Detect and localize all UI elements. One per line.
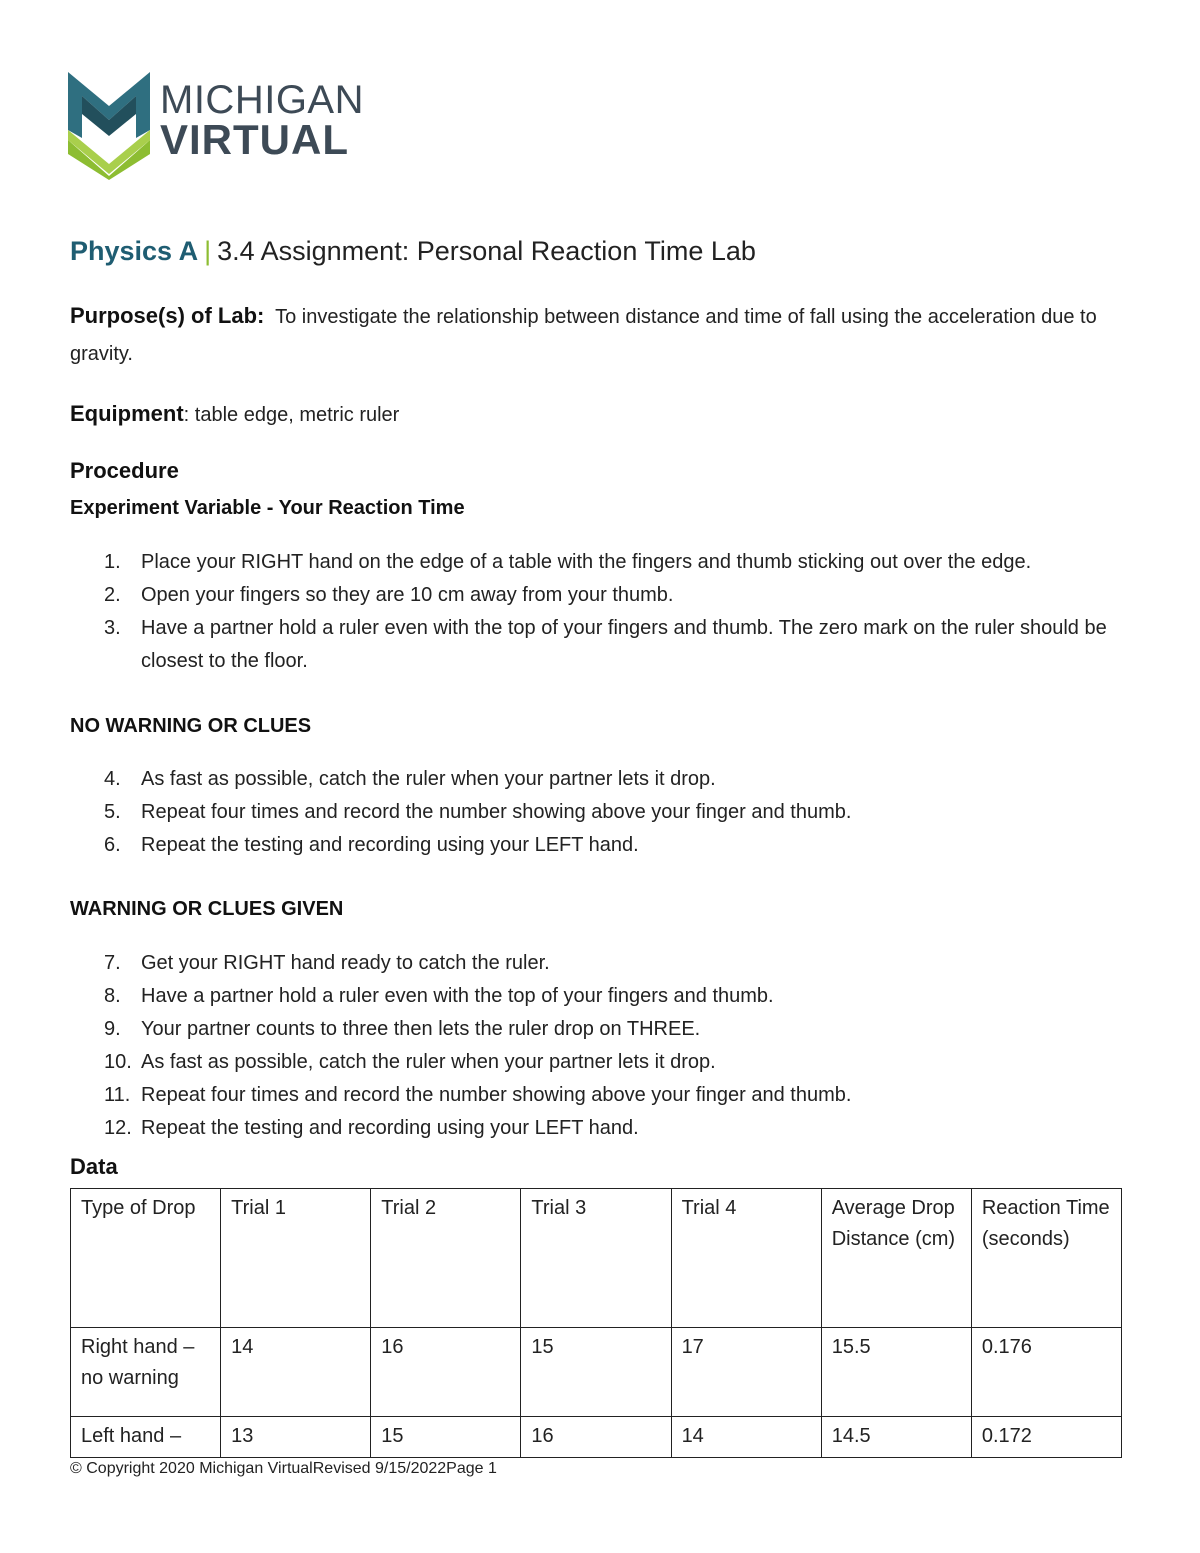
step-text: Have a partner hold a ruler even with the top of your fingers and thumb.: [141, 985, 774, 1007]
no-warning-steps-list: [70, 763, 1130, 862]
title-separator: |: [204, 236, 212, 266]
step-text: Repeat four times and record the number showing above your finger and thumb.: [141, 801, 852, 823]
table-cell: 15.5: [821, 1328, 971, 1417]
step-text: Your partner counts to three then lets the ruler drop on THREE.: [141, 1018, 701, 1040]
list-item: [70, 829, 1130, 862]
column-header: Trial 1: [221, 1189, 371, 1328]
purpose-text: To investigate the relationship between distance and time of fall using the acceleration due to gravity.: [70, 306, 1097, 365]
table-cell: 14: [671, 1417, 821, 1458]
table-row: [71, 1328, 1122, 1417]
column-header: Trial 2: [371, 1189, 521, 1328]
step-number: 9.: [104, 1018, 121, 1040]
table-cell: 14: [221, 1328, 371, 1417]
assignment-title: 3.4 Assignment: Personal Reaction Time Lab: [217, 236, 756, 266]
equipment-label: Equipment: [70, 401, 184, 426]
step-number: 7.: [104, 952, 121, 974]
course-name: Physics A: [70, 236, 199, 266]
table-row: [71, 1417, 1122, 1458]
table-cell: 13: [221, 1417, 371, 1458]
step-text: Have a partner hold a ruler even with the top of your fingers and thumb. The zero mark on the ruler should be closest to the floor.: [141, 617, 1107, 672]
warning-heading: WARNING OR CLUES GIVEN: [70, 898, 344, 920]
list-item: [70, 1046, 1130, 1079]
table-cell: 14.5: [821, 1417, 971, 1458]
list-item: [70, 1013, 1130, 1046]
step-text: As fast as possible, catch the ruler when your partner lets it drop.: [141, 1051, 716, 1073]
step-number: 5.: [104, 801, 121, 823]
footer-copyright: © Copyright 2020 Michigan VirtualRevised 9/15/2022Page 1: [70, 1460, 497, 1477]
list-item: [70, 546, 1130, 579]
step-number: 2.: [104, 584, 121, 606]
list-item: [70, 612, 1130, 678]
step-text: Repeat the testing and recording using your LEFT hand.: [141, 834, 639, 856]
data-heading: Data: [70, 1154, 118, 1179]
step-number: 10.: [104, 1051, 132, 1073]
procedure-heading: Procedure: [70, 458, 179, 483]
warning-steps-list: [70, 947, 1130, 1145]
purpose-label: Purpose(s) of Lab:: [70, 303, 265, 328]
step-number: 1.: [104, 551, 121, 573]
step-text: Get your RIGHT hand ready to catch the ruler.: [141, 952, 550, 974]
column-header: Trial 4: [671, 1189, 821, 1328]
purpose-paragraph: [70, 297, 1130, 373]
step-text: Repeat the testing and recording using your LEFT hand.: [141, 1117, 639, 1139]
logo-mark-icon: [68, 68, 150, 180]
step-text: Place your RIGHT hand on the edge of a table with the fingers and thumb sticking out over the edge.: [141, 551, 1032, 573]
column-header: Type of Drop: [71, 1189, 221, 1328]
procedure-steps-list: [70, 546, 1130, 678]
step-text: As fast as possible, catch the ruler when your partner lets it drop.: [141, 768, 716, 790]
no-warning-heading: NO WARNING OR CLUES: [70, 715, 312, 737]
logo-text-michigan: MICHIGAN: [160, 78, 364, 122]
table-cell: 17: [671, 1328, 821, 1417]
table-cell: 16: [371, 1328, 521, 1417]
column-header: Average Drop Distance (cm): [821, 1189, 971, 1328]
equipment-text: : table edge, metric ruler: [183, 404, 400, 426]
step-number: 6.: [104, 834, 121, 856]
data-table: [70, 1188, 1122, 1458]
list-item: [70, 796, 1130, 829]
step-number: 8.: [104, 985, 121, 1007]
step-number: 3.: [104, 617, 121, 639]
table-cell: 15: [521, 1328, 671, 1417]
table-cell: 0.176: [971, 1328, 1121, 1417]
list-item: [70, 980, 1130, 1013]
step-text: Open your fingers so they are 10 cm away from your thumb.: [141, 584, 674, 606]
table-cell: Right hand – no warning: [71, 1328, 221, 1417]
table-cell: 0.172: [971, 1417, 1121, 1458]
step-number: 11.: [104, 1084, 131, 1106]
table-cell: Left hand –: [71, 1417, 221, 1458]
step-number: 4.: [104, 768, 121, 790]
table-cell: 15: [371, 1417, 521, 1458]
logo-text-virtual: VIRTUAL: [160, 116, 349, 163]
list-item: [70, 947, 1130, 980]
list-item: [70, 579, 1130, 612]
column-header: Reaction Time (seconds): [971, 1189, 1121, 1328]
equipment-paragraph: [70, 395, 1130, 434]
table-header-row: [71, 1189, 1122, 1328]
experiment-variable-subheading: Experiment Variable - Your Reaction Time: [70, 497, 465, 519]
list-item: [70, 1079, 1130, 1112]
michigan-virtual-logo: [68, 68, 368, 183]
step-text: Repeat four times and record the number showing above your finger and thumb.: [141, 1084, 852, 1106]
list-item: [70, 1112, 1130, 1145]
list-item: [70, 763, 1130, 796]
page-title: [70, 234, 756, 268]
column-header: Trial 3: [521, 1189, 671, 1328]
table-cell: 16: [521, 1417, 671, 1458]
step-number: 12.: [104, 1117, 132, 1139]
